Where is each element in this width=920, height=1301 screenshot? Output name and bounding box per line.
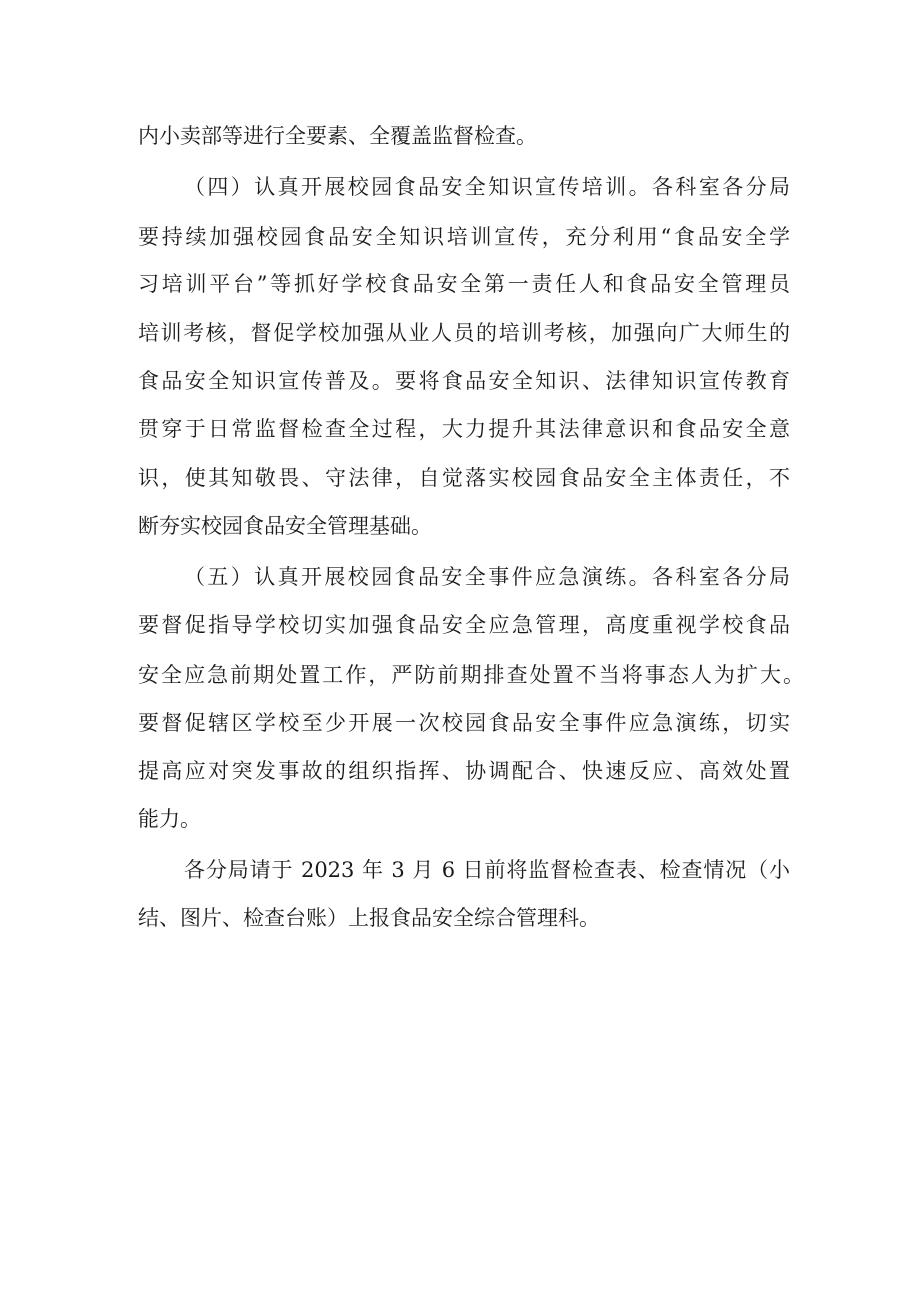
- section-five-heading-line: （五）认真开展校园食品安全事件应急演练。各科室各分局: [184, 565, 790, 589]
- text-line-1: 内小卖部等进行全要素、全覆盖监督检查。: [138, 124, 537, 148]
- text-line-15: 能力。: [138, 807, 201, 831]
- text-line-9: 断夯实校园食品安全管理基础。: [138, 514, 432, 538]
- text-line-14: 提高应对突发事故的组织指挥、协调配合、快速反应、高效处置: [138, 759, 790, 783]
- text-line-7: 贯穿于日常监督检查全过程，大力提升其法律意识和食品安全意: [138, 417, 790, 441]
- text-line-4: 习培训平台”等抓好学校食品安全第一责任人和食品安全管理员: [138, 272, 790, 296]
- text-line-11: 要督促指导学校切实加强食品安全应急管理，高度重视学校食品: [138, 613, 790, 637]
- text-line-12: 安全应急前期处置工作，严防前期排查处置不当将事态人为扩大。: [138, 663, 804, 687]
- text-line-13: 要督促辖区学校至少开展一次校园食品安全事件应急演练，切实: [138, 711, 790, 735]
- deadline-line: 各分局请于 2023 年 3 月 6 日前将监督检查表、检查情况（小: [184, 858, 790, 882]
- text-line-3: 要持续加强校园食品安全知识培训宣传，充分利用“食品安全学: [138, 225, 790, 249]
- section-four-heading-line: （四）认真开展校园食品安全知识宣传培训。各科室各分局: [184, 175, 790, 199]
- text-line-8: 识，使其知敬畏、守法律，自觉落实校园食品安全主体责任，不: [138, 466, 790, 490]
- text-line-5: 培训考核，督促学校加强从业人员的培训考核，加强向广大师生的: [138, 321, 790, 345]
- text-line-6: 食品安全知识宣传普及。要将食品安全知识、法律知识宣传教育: [138, 369, 790, 393]
- text-line-17: 结、图片、检查台账）上报食品安全综合管理科。: [138, 906, 600, 930]
